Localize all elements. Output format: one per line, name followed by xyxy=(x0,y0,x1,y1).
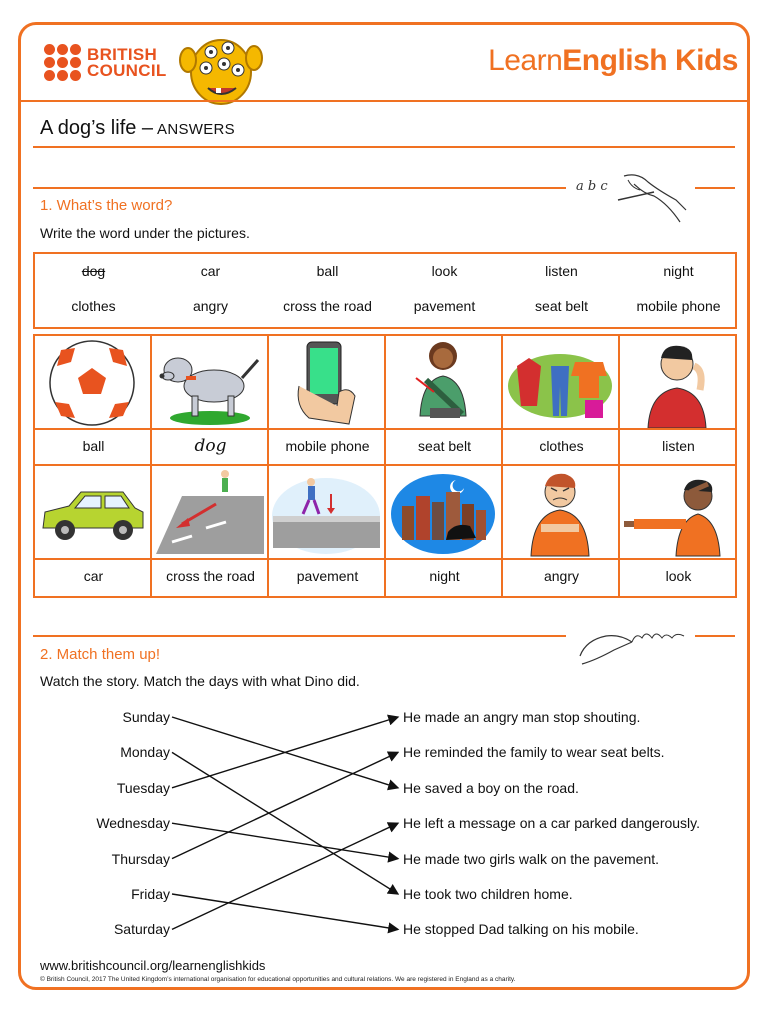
day-label: Saturday xyxy=(113,921,170,937)
footer-url[interactable]: www.britishcouncil.org/learnenglishkids xyxy=(40,958,266,973)
word-bank-item: cross the road xyxy=(283,298,372,314)
action-label: He took two children home. xyxy=(403,886,573,902)
action-label: He left a message on a car parked dangerously. xyxy=(403,815,701,831)
answer-label: pavement xyxy=(296,568,359,584)
abc-text: a b c xyxy=(576,179,608,194)
answer-label: ball xyxy=(82,438,105,454)
day-label: Tuesday xyxy=(116,780,170,796)
word-bank-item: car xyxy=(200,263,221,279)
action-label: He made an angry man stop shouting. xyxy=(403,709,641,725)
word-bank-item: clothes xyxy=(71,298,116,314)
answer-label: listen xyxy=(662,438,695,454)
action-label: He stopped Dad talking on his mobile. xyxy=(403,921,639,937)
learnenglish-kids-logo: LearnEnglish Kids xyxy=(488,44,738,77)
answer-label: look xyxy=(665,568,692,584)
word-bank-item: ball xyxy=(316,263,339,279)
match-line xyxy=(172,823,398,858)
answer-label-handwritten: dog xyxy=(194,436,227,456)
footer-copyright: © British Council, 2017 The United Kingdom’s international organisation for educational opportunities and cultural relations. We are registered in England as a charity. xyxy=(40,976,516,983)
action-label: He made two girls walk on the pavement. xyxy=(403,851,660,867)
page-title: A dog’s life – ANSWERS xyxy=(40,117,235,139)
day-label: Sunday xyxy=(122,709,170,725)
word-bank-item: seat belt xyxy=(535,298,588,314)
answer-label: mobile phone xyxy=(285,438,370,454)
match-line xyxy=(172,752,398,858)
word-bank-item: angry xyxy=(192,298,229,314)
day-label: Thursday xyxy=(111,851,170,867)
action-label: He reminded the family to wear seat belts. xyxy=(403,744,665,760)
section1-heading: 1. What’s the word? xyxy=(40,197,173,214)
word-bank-item: pavement xyxy=(413,298,476,314)
word-bank-item: listen xyxy=(545,263,578,279)
word-bank-item: look xyxy=(431,263,458,279)
match-line xyxy=(172,894,398,929)
match-line xyxy=(172,823,398,929)
day-label: Friday xyxy=(131,886,170,902)
brand-line1: BRITISH xyxy=(87,44,158,64)
answer-label: clothes xyxy=(539,438,584,454)
answer-label: seat belt xyxy=(418,438,471,454)
answer-label: cross the road xyxy=(166,568,255,584)
day-label: Monday xyxy=(120,744,170,760)
section2-instruction: Watch the story. Match the days with what Dino did. xyxy=(40,673,360,689)
section2-heading: 2. Match them up! xyxy=(40,646,161,663)
answer-label: night xyxy=(429,568,460,584)
answer-label: angry xyxy=(543,568,580,584)
match-line xyxy=(172,752,398,894)
day-label: Wednesday xyxy=(96,815,170,831)
answer-label: car xyxy=(83,568,104,584)
word-bank-item: dog xyxy=(81,263,106,279)
action-label: He saved a boy on the road. xyxy=(403,780,579,796)
brand-line2: COUNCIL xyxy=(87,60,167,80)
word-bank-item: mobile phone xyxy=(636,298,721,314)
section1-instruction: Write the word under the pictures. xyxy=(40,225,250,241)
word-bank-item: night xyxy=(663,263,694,279)
